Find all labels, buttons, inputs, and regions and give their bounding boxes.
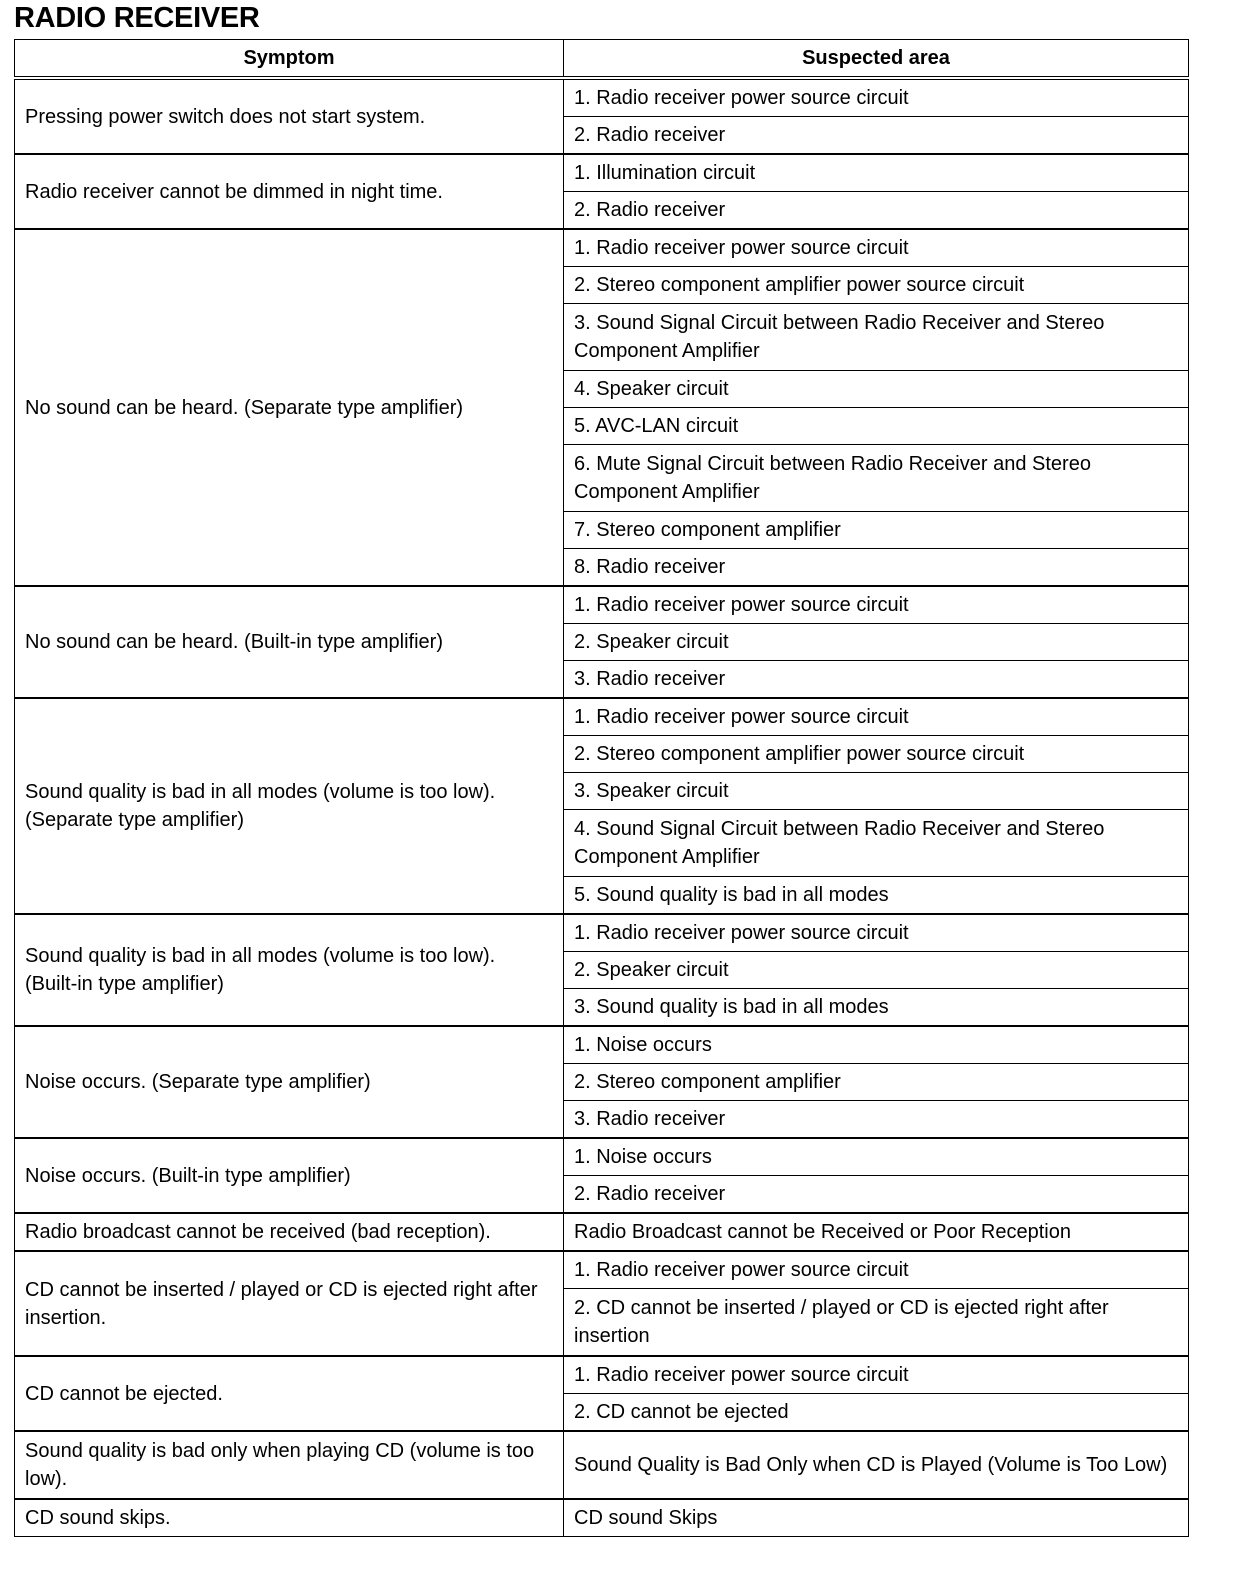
suspected-area-cell: 3. Radio receiver bbox=[564, 661, 1189, 699]
suspected-area-cell: 1. Noise occurs bbox=[564, 1138, 1189, 1176]
suspected-area-cell: 1. Radio receiver power source circuit bbox=[564, 78, 1189, 117]
symptom-cell: Pressing power switch does not start system. bbox=[15, 78, 564, 154]
page-title: RADIO RECEIVER bbox=[14, 2, 260, 34]
symptom-cell: Noise occurs. (Separate type amplifier) bbox=[15, 1026, 564, 1138]
suspected-area-cell: 3. Sound quality is bad in all modes bbox=[564, 989, 1189, 1027]
suspected-area-cell: CD sound Skips bbox=[564, 1499, 1189, 1537]
suspected-area-cell: 2. Radio receiver bbox=[564, 192, 1189, 230]
table-row bbox=[15, 1138, 1189, 1176]
table-row bbox=[15, 1356, 1189, 1394]
suspected-area-cell: 3. Radio receiver bbox=[564, 1101, 1189, 1139]
table-row bbox=[15, 1026, 1189, 1064]
symptom-cell: CD cannot be inserted / played or CD is ejected right after insertion. bbox=[15, 1251, 564, 1356]
table-row bbox=[15, 154, 1189, 192]
symptom-cell: No sound can be heard. (Separate type amplifier) bbox=[15, 229, 564, 586]
suspected-area-cell: 1. Noise occurs bbox=[564, 1026, 1189, 1064]
suspected-area-cell: 1. Radio receiver power source circuit bbox=[564, 1356, 1189, 1394]
suspected-area-cell: 2. Stereo component amplifier bbox=[564, 1064, 1189, 1101]
suspected-area-cell: 1. Radio receiver power source circuit bbox=[564, 1251, 1189, 1289]
header-symptom: Symptom bbox=[15, 40, 564, 79]
suspected-area-cell: 3. Speaker circuit bbox=[564, 773, 1189, 810]
table-row bbox=[15, 1431, 1189, 1499]
symptom-cell: Sound quality is bad only when playing CD (volume is too low). bbox=[15, 1431, 564, 1499]
suspected-area-cell: Radio Broadcast cannot be Received or Poor Reception bbox=[564, 1213, 1189, 1251]
table-row bbox=[15, 586, 1189, 624]
suspected-area-cell: 2. Radio receiver bbox=[564, 117, 1189, 155]
table-row bbox=[15, 229, 1189, 267]
suspected-area-cell: 2. Speaker circuit bbox=[564, 952, 1189, 989]
table-row bbox=[15, 698, 1189, 736]
symptom-cell: Sound quality is bad in all modes (volume is too low). (Built-in type amplifier) bbox=[15, 914, 564, 1026]
header-suspected-area: Suspected area bbox=[564, 40, 1189, 79]
suspected-area-cell: 6. Mute Signal Circuit between Radio Receiver and Stereo Component Amplifier bbox=[564, 445, 1189, 512]
suspected-area-cell: 5. AVC-LAN circuit bbox=[564, 408, 1189, 445]
table-row bbox=[15, 1213, 1189, 1251]
suspected-area-cell: 2. CD cannot be ejected bbox=[564, 1394, 1189, 1432]
suspected-area-cell: 5. Sound quality is bad in all modes bbox=[564, 877, 1189, 915]
suspected-area-cell: 7. Stereo component amplifier bbox=[564, 512, 1189, 549]
symptom-cell: Radio receiver cannot be dimmed in night time. bbox=[15, 154, 564, 229]
table-row bbox=[15, 1499, 1189, 1537]
suspected-area-cell: 2. Radio receiver bbox=[564, 1176, 1189, 1214]
suspected-area-cell: 1. Radio receiver power source circuit bbox=[564, 914, 1189, 952]
symptom-cell: CD cannot be ejected. bbox=[15, 1356, 564, 1431]
suspected-area-cell: 2. Stereo component amplifier power source circuit bbox=[564, 736, 1189, 773]
table-row bbox=[15, 914, 1189, 952]
table-row bbox=[15, 1251, 1189, 1289]
symptom-cell: Radio broadcast cannot be received (bad reception). bbox=[15, 1213, 564, 1251]
symptom-cell: No sound can be heard. (Built-in type amplifier) bbox=[15, 586, 564, 698]
table-header-row bbox=[15, 40, 1189, 79]
symptom-cell: Sound quality is bad in all modes (volume is too low). (Separate type amplifier) bbox=[15, 698, 564, 914]
symptom-cell: Noise occurs. (Built-in type amplifier) bbox=[15, 1138, 564, 1213]
table-row bbox=[15, 78, 1189, 117]
table-body bbox=[15, 78, 1189, 1537]
symptom-cell: CD sound skips. bbox=[15, 1499, 564, 1537]
suspected-area-cell: 1. Radio receiver power source circuit bbox=[564, 229, 1189, 267]
suspected-area-cell: 2. CD cannot be inserted / played or CD is ejected right after insertion bbox=[564, 1289, 1189, 1357]
suspected-area-cell: Sound Quality is Bad Only when CD is Played (Volume is Too Low) bbox=[564, 1431, 1189, 1499]
suspected-area-cell: 8. Radio receiver bbox=[564, 549, 1189, 587]
suspected-area-cell: 4. Speaker circuit bbox=[564, 371, 1189, 408]
symptom-table bbox=[14, 39, 1189, 1537]
suspected-area-cell: 1. Radio receiver power source circuit bbox=[564, 698, 1189, 736]
suspected-area-cell: 4. Sound Signal Circuit between Radio Receiver and Stereo Component Amplifier bbox=[564, 810, 1189, 877]
suspected-area-cell: 1. Illumination circuit bbox=[564, 154, 1189, 192]
suspected-area-cell: 2. Speaker circuit bbox=[564, 624, 1189, 661]
suspected-area-cell: 1. Radio receiver power source circuit bbox=[564, 586, 1189, 624]
suspected-area-cell: 3. Sound Signal Circuit between Radio Receiver and Stereo Component Amplifier bbox=[564, 304, 1189, 371]
suspected-area-cell: 2. Stereo component amplifier power source circuit bbox=[564, 267, 1189, 304]
